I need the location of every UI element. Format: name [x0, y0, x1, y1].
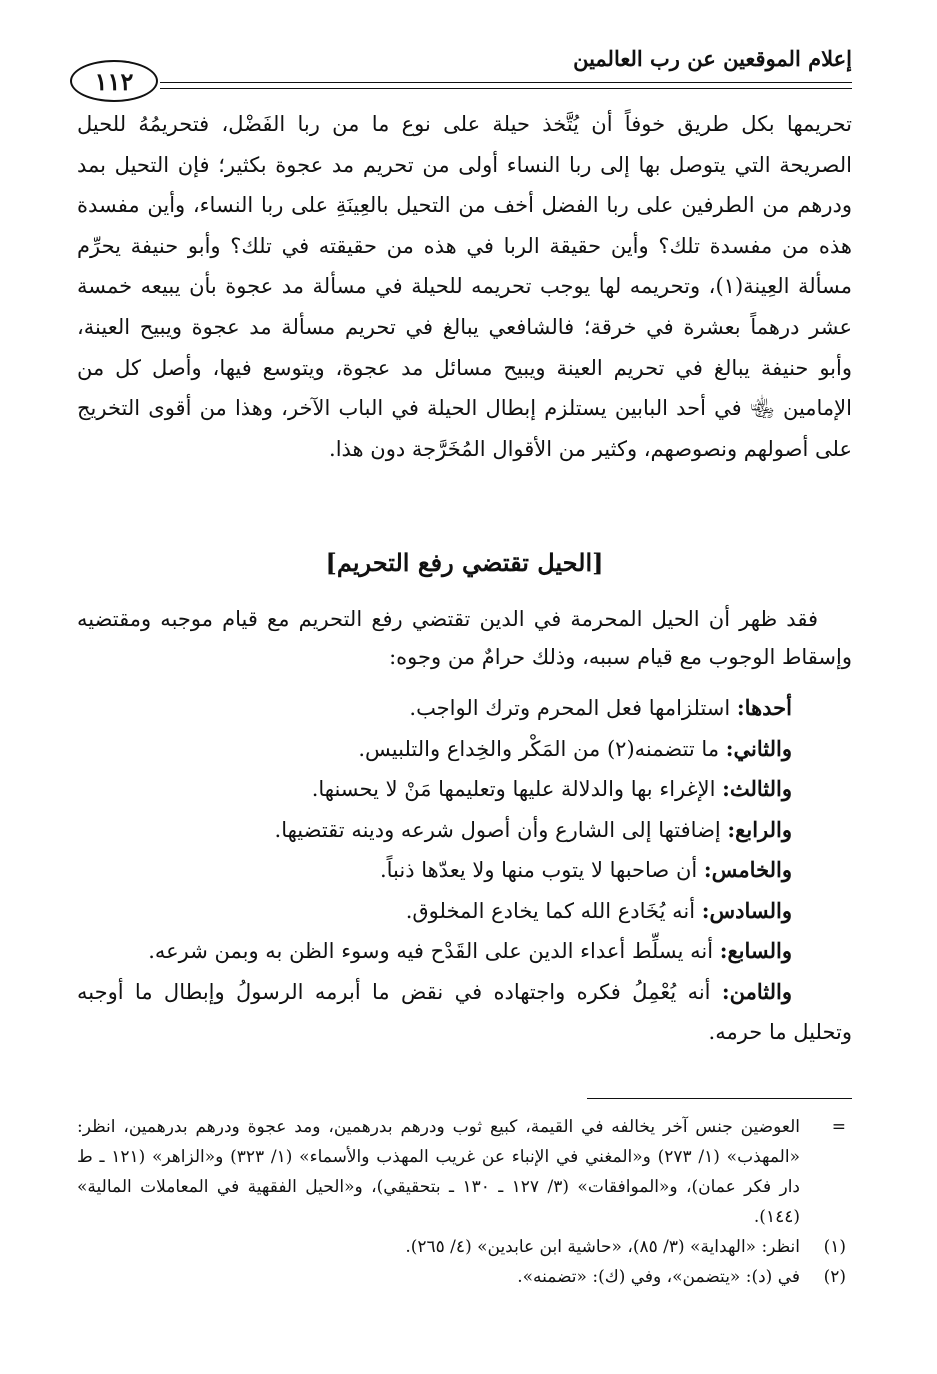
- list-item: [77, 688, 852, 729]
- footnote-mark: (٢): [823, 1267, 846, 1287]
- point-label: والثالث:: [722, 776, 792, 801]
- list-item: [77, 729, 852, 770]
- header-rule-double: [160, 88, 852, 89]
- footnote-text: في (د): «يتضمن»، وفي (ك): «تضمنه».: [517, 1267, 800, 1287]
- footnote: [77, 1262, 852, 1292]
- point-text: ما تتضمنه(٢) من المَكْر والخِداع والتلبيس.: [358, 736, 720, 761]
- point-text: أنه يُعْمِلُ فكره واجتهاده في نقض ما أبرمه الرسولُ وإبطال ما أوجبه وتحليل ما حرمه.: [77, 979, 852, 1044]
- point-label: أحدها:: [736, 695, 792, 720]
- point-label: والسادس:: [701, 897, 792, 923]
- point-label: والثاني:: [725, 735, 792, 761]
- list-item: [77, 931, 852, 972]
- list-item: [77, 850, 852, 891]
- footnote: [77, 1232, 852, 1262]
- main-paragraph: تحريمها بكل طريق خوفاً أن يُتَّخذ حيلة على نوع ما من ربا الفَضْل، فتحريمُهُ للحيل الصريحة التي يتوصل بها إلى ربا النساء أولى من تحريم مد عجوة بكثير؛ فإن التحيل بمد ودرهم من الطرفين على ربا الفضل أخف من التحيل بالعِينَةِ على ربا النساء، وأين مفسدة هذه من مفسدة تلك؟ وأين حقيقة الربا في هذه من حقيقته في تلك؟ وأبو حنيفة يحرِّم مسألة العِينة(١)، وتحريمه لها يوجب تحريمه للحيلة في مسألة مد عجوة بأن يبيعه خمسة عشر درهماً بعشرة في خرقة؛ فالشافعي يبالغ في تحريم مسألة مد عجوة ويبيح العينة، وأبو حنيفة يبالغ في تحريم العينة ويبيح مسائل مد عجوة، ويتوسع فيها، وأصل كل من الإمامين ﵄ في أحد البابين يستلزم إبطال الحيلة في الباب الآخر، وهذا من أقوى التخريج على أصولهم ونصوصهم، وكثير من الأقوال المُخَرَّجة دون هذا.: [77, 112, 852, 461]
- footnote: [77, 1112, 852, 1232]
- point-text: أن صاحبها لا يتوب منها ولا يعدّها ذنباً.: [379, 858, 698, 882]
- header-rule: [160, 82, 852, 83]
- point-label: والثامن:: [721, 978, 792, 1004]
- footnote-separator: [587, 1098, 852, 1099]
- point-label: والخامس:: [703, 857, 792, 882]
- point-label: والسابع:: [719, 938, 792, 963]
- point-text: أنه يُخَادع الله كما يخادع المخلوق.: [405, 898, 696, 923]
- footnotes: [77, 1112, 852, 1292]
- section-heading: [الحيل تقتضي رفع التحريم]: [325, 548, 604, 577]
- list-item: [77, 972, 852, 1053]
- point-text: استلزامها فعل المحرم وترك الواجب.: [409, 696, 731, 720]
- main-paragraph-block: [77, 104, 852, 469]
- point-text: الإغراء بها والدلالة عليها وتعليمها مَنْ لا يحسنها.: [311, 777, 716, 801]
- list-item: [77, 891, 852, 932]
- point-label: والرابع:: [727, 816, 792, 842]
- running-title: إعلام الموقعين عن رب العالمين: [573, 46, 852, 71]
- point-text: أنه يسلِّط أعداء الدين على القَدْح فيه وسوء الظن به وبمن شرعه.: [148, 939, 714, 963]
- page-number: ١١٢: [94, 66, 134, 96]
- footnote-text: انظر: «الهداية» (٣/ ٨٥)، «حاشية ابن عابدين» (٤/ ٢٦٥).: [405, 1237, 800, 1257]
- page-number-badge: [70, 60, 158, 102]
- footnote-text: العوضين جنس آخر يخالفه في القيمة، كبيع ثوب ودرهم بدرهمين، ومد عجوة ودرهم بدرهمين، انظر: «المهذب» (١/ ٢٧٣) و«المغني في الإنباء عن غريب المهذب والأسماء» (١/ ٣٢٣) و«الزاهر» (١٢١ ـ ط دار فكر عمان)، و«الموافقات» (٣/ ١٢٧ ـ ١٣٠ ـ بتحقيقي)، و«الحيل الفقهية في المعاملات المالية» (١٤٤).: [77, 1117, 800, 1227]
- page-header: [70, 38, 852, 98]
- footnote-mark: (١): [823, 1237, 846, 1257]
- list-item: [77, 769, 852, 810]
- point-text: إضافتها إلى الشارع وأن أصول شرعه ودينه تقتضيها.: [274, 817, 721, 842]
- section-intro: فقد ظهر أن الحيل المحرمة في الدين تقتضي رفع التحريم مع قيام موجبه ومقتضيه وإسقاط الوجوب مع قيام سببه، وذلك حرامٌ من وجوه:: [77, 607, 852, 669]
- list-item: [77, 810, 852, 851]
- points-list: [77, 688, 852, 1053]
- footnote-mark: =: [831, 1117, 846, 1137]
